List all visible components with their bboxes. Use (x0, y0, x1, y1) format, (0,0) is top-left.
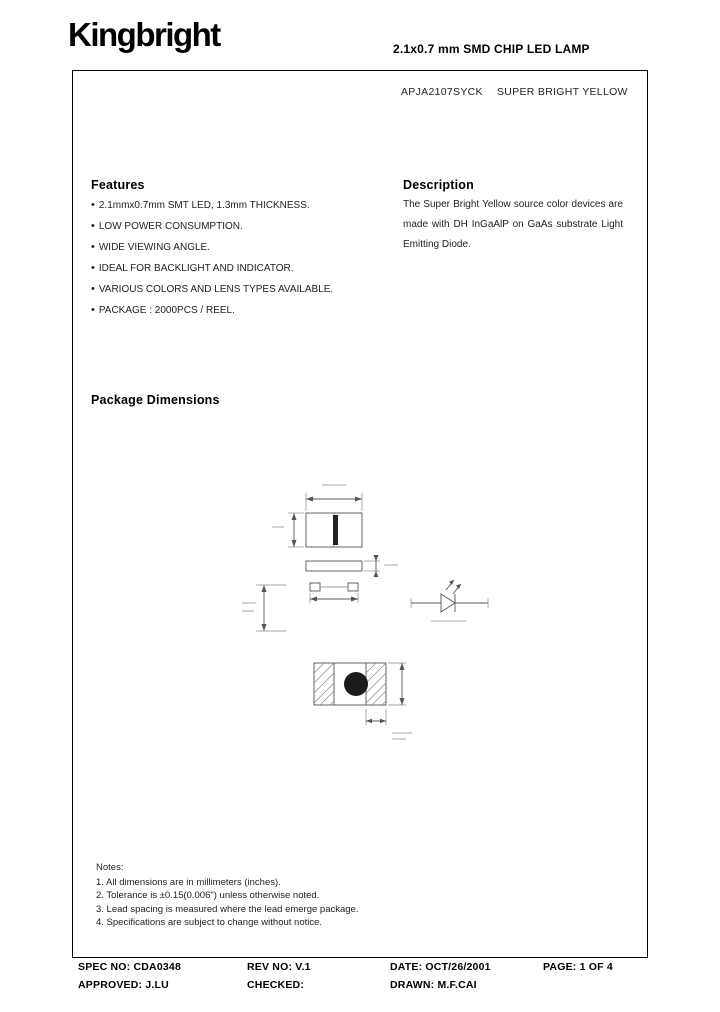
note-item: 1. All dimensions are in millimeters (inches). (96, 876, 281, 888)
note-item: 3. Lead spacing is measured where the lead emerge package. (96, 903, 359, 915)
note-item: 2. Tolerance is ±0.15(0.006") unless otherwise noted. (96, 890, 320, 901)
feature-list (91, 195, 333, 321)
footer-checked: CHECKED: (247, 979, 305, 991)
package-dimension-drawing (226, 463, 506, 763)
part-number: APJA2107SYCK (401, 86, 483, 98)
feature-item: • PACKAGE : 2000PCS / REEL. (91, 300, 333, 321)
description-text: The Super Bright Yellow source color devices are made with DH InGaAlP on GaAs substrate Light Emitting Diode. (403, 199, 623, 250)
feature-item: • IDEAL FOR BACKLIGHT AND INDICATOR. (91, 258, 333, 279)
package-dimensions-heading: Package Dimensions (91, 393, 220, 407)
document-title: 2.1x0.7 mm SMD CHIP LED LAMP (393, 42, 590, 56)
footer-date: DATE: OCT/26/2001 (390, 961, 491, 973)
footer-page: PAGE: 1 OF 4 (543, 961, 613, 973)
color-name: SUPER BRIGHT YELLOW (497, 86, 628, 98)
footer-approved: APPROVED: J.LU (78, 979, 169, 991)
footer-rev-no: REV NO: V.1 (247, 961, 311, 973)
feature-item: • WIDE VIEWING ANGLE. (91, 237, 333, 258)
feature-item: • LOW POWER CONSUMPTION. (91, 216, 333, 237)
features-heading: Features (91, 178, 145, 192)
notes-heading: Notes: (96, 862, 124, 873)
description-heading: Description (403, 178, 474, 192)
feature-item: • 2.1mmx0.7mm SMT LED, 1.3mm THICKNESS. (91, 195, 333, 216)
notes-section (96, 861, 358, 930)
kingbright-logo: Kingbright (68, 16, 220, 53)
notes-list (96, 876, 358, 930)
footer-drawn: DRAWN: M.F.CAI (390, 979, 477, 991)
content-frame (72, 70, 648, 958)
feature-item: • VARIOUS COLORS AND LENS TYPES AVAILABLE. (91, 279, 333, 300)
note-item: 4. Specifications are subject to change without notice. (96, 917, 323, 928)
footer-spec-no: SPEC NO: CDA0348 (78, 961, 181, 973)
